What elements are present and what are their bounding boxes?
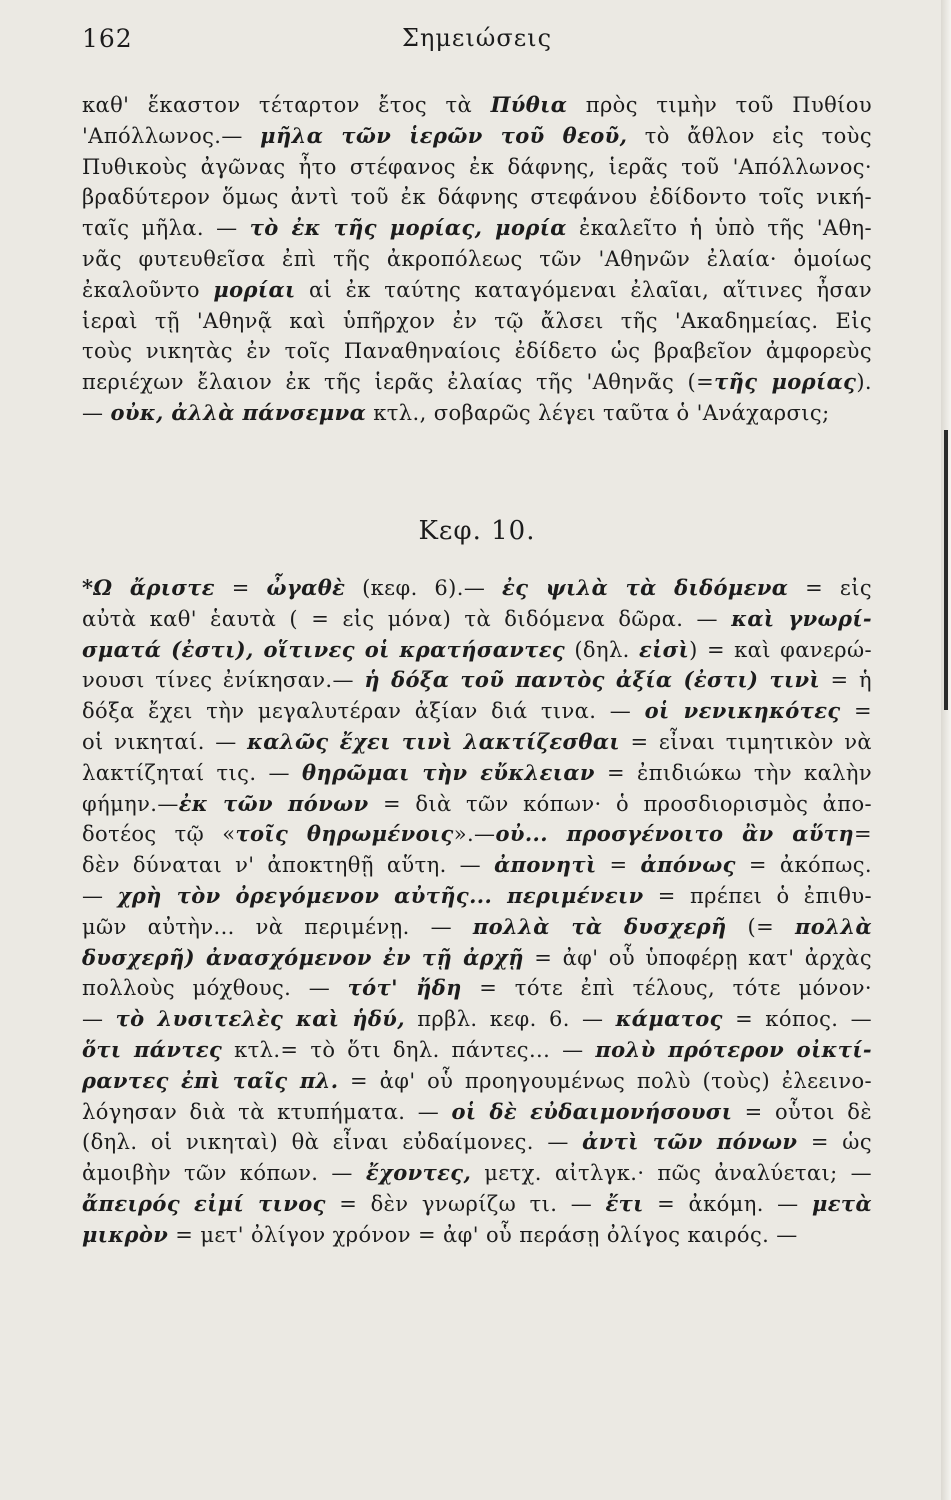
gloss-text: (= <box>726 914 796 939</box>
text-line <box>82 1158 872 1189</box>
gloss-text: = διὰ τῶν κόπων· ὁ προσδιορισμὸς ἀπο- <box>368 791 872 816</box>
lemma-text: τὸ ἐκ τῆς μορίας, μορία <box>249 215 567 241</box>
lemma-text: οἱ νενικηκότες <box>644 698 841 724</box>
text-line <box>82 275 872 306</box>
gloss-text: οἱ νικηταί. — <box>82 729 248 754</box>
gloss-text: μετχ. αἰτλγκ.· πῶς ἀναλύεται; — <box>471 1161 872 1186</box>
gloss-text: = <box>596 853 641 878</box>
lemma-text: οἱ δὲ εὐδαιμονήσουσι <box>451 1098 733 1124</box>
notes-paragraph-1 <box>82 90 872 429</box>
gloss-text: = ὡς <box>797 1130 872 1155</box>
gloss-text: μῶν αὐτὴν... νὰ περιμένῃ. — <box>82 914 473 939</box>
page-number: 162 <box>82 24 133 53</box>
gloss-text: = εἰς <box>788 576 872 600</box>
gloss-text: νᾶς φυτευθεῖσα ἐπὶ τῆς ἀκροπόλεως τῶν 'Αθηνῶν ἐλαία· ὁμοίως <box>82 246 872 271</box>
text-line <box>82 727 872 758</box>
gloss-text: πολλοὺς μόχθους. — <box>82 976 348 1001</box>
gloss-text: τοὺς νικητὰς ἐν τοῖς Παναθηναίοις ἐδίδετο ὡς βραβεῖον ἀμφορεὺς <box>82 339 872 364</box>
gloss-text: — <box>82 400 111 425</box>
lemma-text: *Ω ἄριστε <box>82 575 215 600</box>
text-line <box>82 635 872 666</box>
text-line <box>82 306 872 337</box>
page-edge-shadow <box>941 0 951 1500</box>
chapter-heading: Κεφ. 10. <box>418 516 536 546</box>
text-line <box>82 819 872 850</box>
gloss-text: ἐκαλοῦντο <box>82 277 214 302</box>
text-line <box>82 850 872 881</box>
text-line <box>82 1127 872 1158</box>
lemma-text: μικρὸν <box>82 1221 169 1247</box>
text-line <box>82 973 872 1004</box>
lemma-text: πολὺ πρότερον οἰκτί- <box>595 1036 872 1062</box>
lemma-text: πολλὰ τὰ δυσχερῆ <box>472 913 727 939</box>
text-line <box>82 121 872 152</box>
gloss-text: = μετ' ὀλίγον χρόνον = ἀφ' οὗ περάσῃ ὀλίγος καιρός. — <box>168 1222 798 1247</box>
gloss-text: = κόπος. — <box>722 1007 872 1032</box>
gloss-text: = <box>840 699 872 724</box>
lemma-text: μετὰ <box>811 1190 873 1216</box>
text-line <box>82 1097 872 1128</box>
gloss-text: 'Απόλλωνος.— <box>82 123 261 148</box>
lemma-text: ὦγαθὲ <box>266 575 346 600</box>
gloss-text: ταῖς μῆλα. — <box>82 216 250 241</box>
gloss-text: = ἡ <box>820 668 872 693</box>
lemma-text: δυσχερῆ) ἀνασχόμενον ἐν τῇ ἀρχῇ <box>82 944 524 970</box>
lemma-text: ἀπονητὶ <box>494 852 597 878</box>
gloss-text: (δηλ. <box>565 637 639 662</box>
gloss-text: = πρέπει ὁ ἐπιθυ- <box>643 883 872 908</box>
page-header <box>82 24 872 60</box>
gloss-text: κτλ.= τὸ ὅτι δηλ. πάντες... — <box>222 1037 596 1062</box>
gloss-text: λόγησαν διὰ τὰ κτυπήματα. — <box>82 1099 452 1124</box>
lemma-text: ἔτι <box>605 1190 644 1216</box>
lemma-text: μορίαι <box>213 276 296 302</box>
text-line <box>82 758 872 789</box>
text-line <box>82 1189 872 1220</box>
text-line <box>82 182 872 213</box>
lemma-text: ἄπειρός εἰμί τινος <box>82 1190 326 1216</box>
text-line <box>82 336 872 367</box>
gloss-text: λακτίζηταί τις. — <box>82 760 302 785</box>
lemma-text: ἡ δόξα τοῦ παντὸς ἀξία (ἐστι) τινὶ <box>364 667 821 693</box>
text-line <box>82 152 872 183</box>
gloss-text: τὸ ἄθλον εἰς τοὺς <box>627 123 872 148</box>
lemma-text: οὐκ, ἀλλὰ πάνσεμνα <box>110 399 367 425</box>
gloss-text: ἀμοιβὴν τῶν κόπων. — <box>82 1161 366 1186</box>
lemma-text: ἐς ψιλὰ τὰ διδόμενα <box>502 575 789 600</box>
text-line <box>82 90 872 121</box>
gloss-text: ἱεραὶ τῇ 'Αθηνᾷ καὶ ὑπῆρχον ἐν τῷ ἄλσει τῆς 'Ακαδημείας. Εἰς <box>82 308 872 333</box>
lemma-text: τῆς μορίας <box>714 369 857 395</box>
gloss-text: ἐκαλεῖτο ἡ ὑπὸ τῆς 'Αθη- <box>566 216 872 241</box>
lemma-text: κάματος <box>615 1006 723 1032</box>
lemma-text: ραντες ἐπὶ ταῖς πλ. <box>82 1067 339 1093</box>
gloss-text: δόξα ἔχει τὴν μεγαλυτέραν ἀξίαν διά τινα. — <box>82 699 645 724</box>
text-line <box>82 1220 872 1251</box>
gloss-text: Πυθικοὺς ἀγῶνας ἦτο στέφανος ἐκ δάφνης, ἱερᾶς τοῦ 'Απόλλωνος· <box>82 154 872 179</box>
text-line <box>82 943 872 974</box>
notes-paragraph-2 <box>82 573 872 1251</box>
page-edge-mark <box>944 430 948 710</box>
gloss-text: = ἀκόπως. <box>735 853 872 878</box>
lemma-text: χρὴ τὸν ὀρεγόμενον αὐτῆς... περιμένειν <box>117 882 644 908</box>
gloss-text: — <box>82 1007 116 1032</box>
text-line <box>82 912 872 943</box>
lemma-text: τὸ λυσιτελὲς καὶ ἡδύ, <box>115 1006 405 1032</box>
lemma-text: θηρῶμαι τὴν εὔκλειαν <box>301 759 595 785</box>
text-line <box>82 573 872 604</box>
gloss-text: δοτέος τῷ « <box>82 822 236 847</box>
text-line <box>82 1066 872 1097</box>
lemma-text: εἰσὶ <box>638 636 690 662</box>
gloss-text: = ἀφ' οὗ ὑποφέρῃ κατ' ἀρχὰς <box>523 945 873 970</box>
gloss-text: δὲν δύναται ν' ἀποκτηθῇ αὕτη. — <box>82 853 495 878</box>
lemma-text: Πύθια <box>490 92 568 117</box>
gloss-text: = οὗτοι δὲ <box>732 1099 873 1124</box>
gloss-text: βραδύτερον ὅμως ἀντὶ τοῦ ἐκ δάφνης στεφάνου ἐδίδοντο τοῖς νική- <box>82 185 872 210</box>
lemma-text: μῆλα τῶν ἱερῶν τοῦ θεοῦ, <box>260 122 628 148</box>
gloss-text: = ἀφ' οὗ προηγουμένως πολὺ (τοὺς) ἐλεεινο- <box>338 1068 872 1093</box>
text-line <box>82 1004 872 1035</box>
gloss-text: ».— <box>453 822 496 847</box>
running-head: Σημειώσεις <box>401 24 553 52</box>
lemma-text: ἔχοντες, <box>365 1160 472 1186</box>
text-line <box>82 367 872 398</box>
text-line <box>82 213 872 244</box>
gloss-text: πρβλ. κεφ. 6. — <box>404 1007 616 1032</box>
text-line <box>82 604 872 635</box>
lemma-text: καὶ γνωρί- <box>731 605 872 631</box>
lemma-text: ἀντὶ τῶν πόνων <box>582 1129 798 1155</box>
gloss-text: = τότε ἐπὶ τέλους, τότε μόνον· <box>461 976 872 1001</box>
lemma-text: καλῶς ἔχει τινὶ λακτίζεσθαι <box>247 728 620 754</box>
gloss-text: φήμην.— <box>82 791 179 816</box>
lemma-text: πολλὰ <box>795 913 873 939</box>
lemma-text: ὅτι πάντες <box>82 1036 223 1062</box>
text-line <box>82 1035 872 1066</box>
gloss-text: αὐτὰ καθ' ἑαυτὰ ( = εἰς μόνα) τὰ διδόμενα δῶρα. — <box>82 606 732 631</box>
text-line <box>82 881 872 912</box>
gloss-text: = ἀκόμη. — <box>643 1191 812 1216</box>
lemma-text: οὐ... προσγένοιτο ἂν αὕτη <box>495 821 855 847</box>
gloss-text: = ἐπιδιώκω τὴν καλὴν <box>594 760 873 785</box>
text-line <box>82 398 872 429</box>
gloss-text: ). <box>856 370 873 395</box>
lemma-text: τότ' ἤδη <box>347 975 462 1001</box>
gloss-text: — <box>82 883 118 908</box>
gloss-text: = εἶναι τιμητικὸν νὰ <box>619 729 872 754</box>
gloss-text: αἱ ἐκ ταύτης καταγόμεναι ἐλαῖαι, αἵτινες ἦσαν <box>295 277 873 302</box>
gloss-text: = <box>854 822 873 847</box>
gloss-text: νουσι τίνες ἐνίκησαν.— <box>82 668 365 693</box>
gloss-text: (κεφ. 6).— <box>345 576 503 600</box>
gloss-text: (δηλ. οἱ νικηταὶ) θὰ εἶναι εὐδαίμονες. — <box>82 1130 583 1155</box>
gloss-text: = δὲν γνωρίζω τι. — <box>325 1191 606 1216</box>
lemma-text: τοῖς θηρωμένοις <box>235 821 454 847</box>
lemma-text: σματά (ἐστι), οἵτινες οἱ κρατήσαντες <box>82 636 566 662</box>
gloss-text: = <box>214 576 267 600</box>
text-line <box>82 789 872 820</box>
text-line <box>82 696 872 727</box>
lemma-text: ἐκ τῶν πόνων <box>178 790 369 816</box>
text-line <box>82 665 872 696</box>
gloss-text: ) = καὶ φανερώ- <box>689 637 872 662</box>
gloss-text: περιέχων ἔλαιον ἐκ τῆς ἱερᾶς ἐλαίας τῆς 'Αθηνᾶς (= <box>82 370 715 395</box>
lemma-text: ἀπόνως <box>640 852 736 878</box>
gloss-text: πρὸς τιμὴν τοῦ Πυθίου <box>567 93 873 117</box>
text-line <box>82 244 872 275</box>
gloss-text: κτλ., σοβαρῶς λέγει ταῦτα ὁ 'Ανάχαρσις; <box>366 400 830 425</box>
gloss-text: καθ' ἕκαστον τέταρτον ἔτος τὰ <box>82 93 491 117</box>
